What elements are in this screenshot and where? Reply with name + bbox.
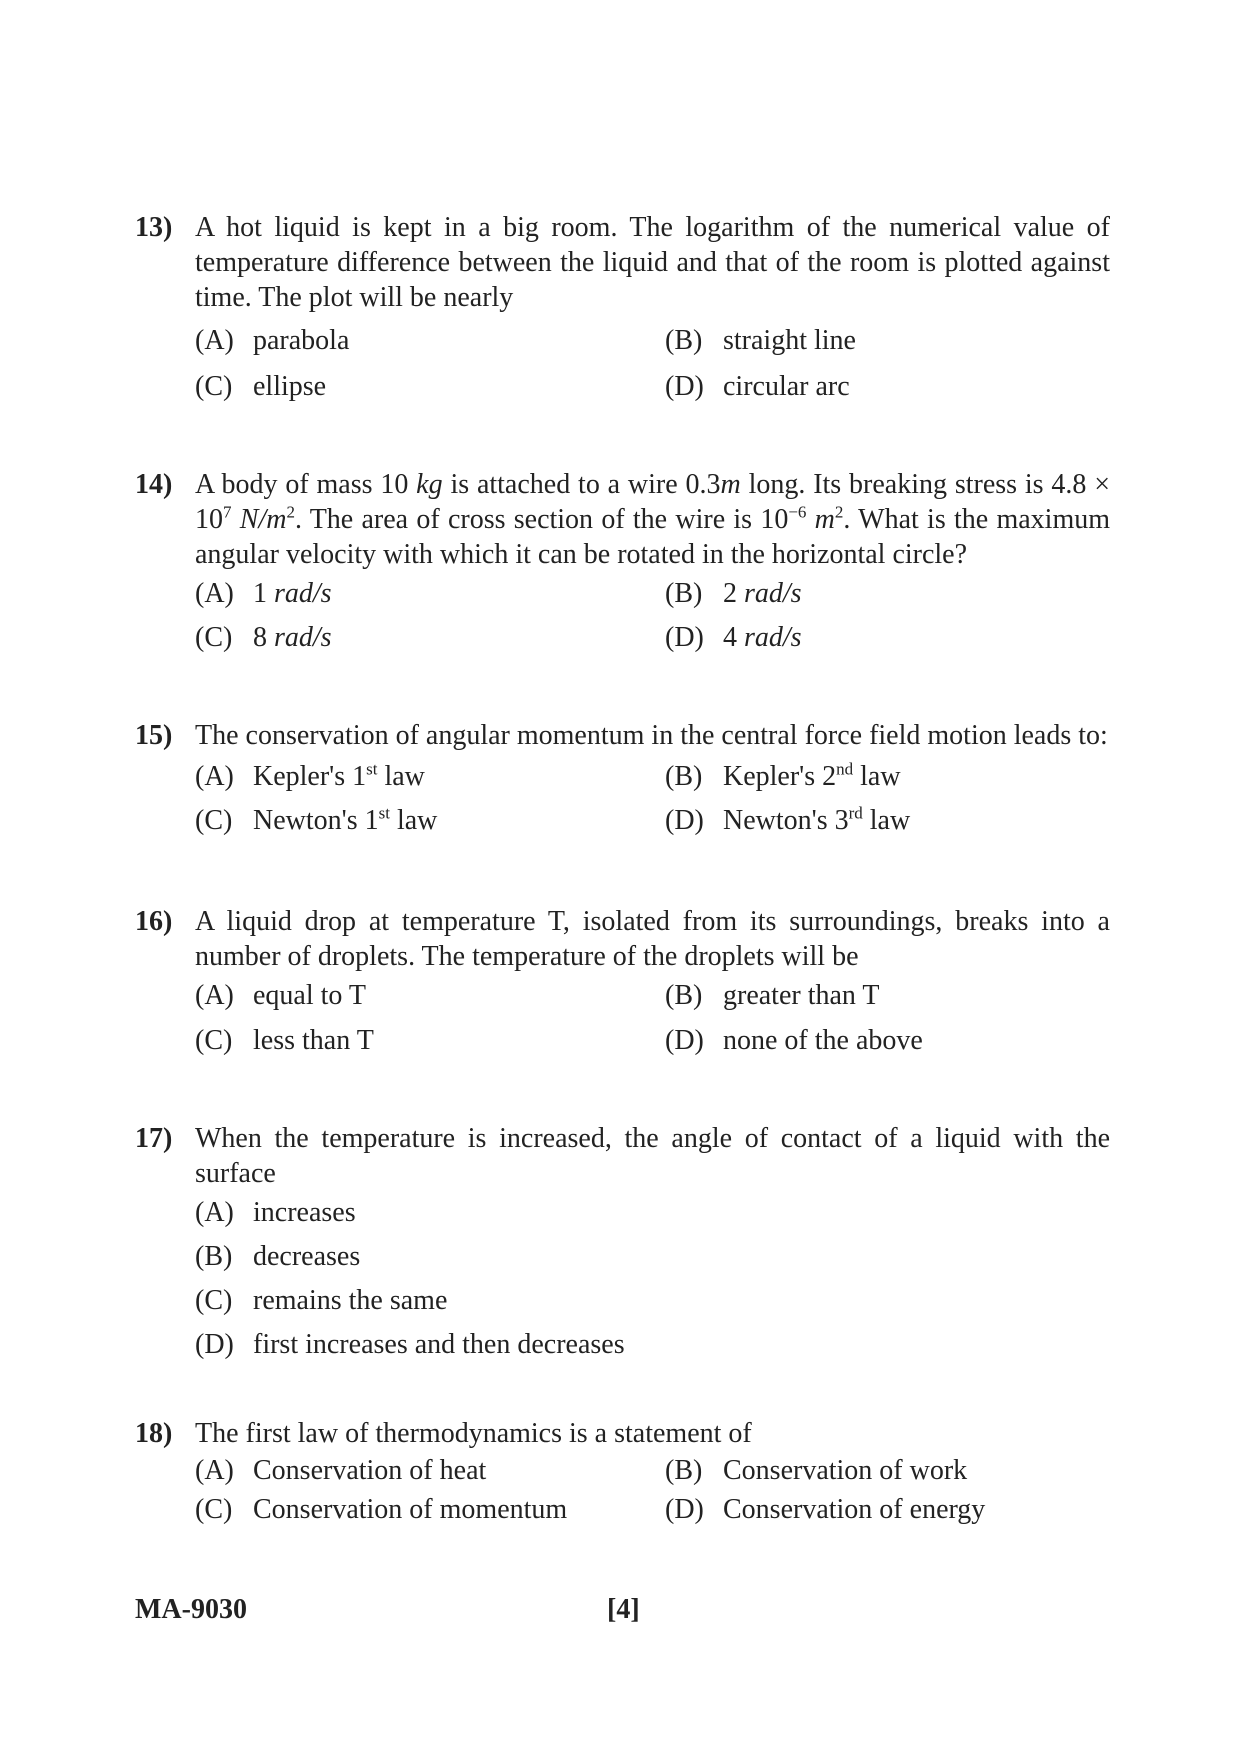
- unit-m: m: [814, 504, 835, 535]
- text-run: long. Its breaking stress is 4.8 × 10: [195, 469, 1111, 535]
- ordinal-suffix: rd: [848, 803, 863, 823]
- question-number: 17): [135, 1123, 173, 1154]
- option-a: [195, 324, 349, 358]
- option-letter: (B): [195, 1241, 233, 1272]
- option-letter: (C): [195, 622, 233, 653]
- option-letter: (D): [665, 371, 704, 402]
- option-text: law: [862, 805, 911, 836]
- option-d: [665, 621, 802, 655]
- option-a: [195, 760, 425, 794]
- option-text: greater than T: [723, 980, 880, 1011]
- option-value: 1: [253, 578, 267, 609]
- option-text: Conservation of heat: [253, 1455, 487, 1486]
- option-letter: (D): [665, 805, 704, 836]
- paper-code: MA-9030: [135, 1594, 247, 1625]
- option-letter: (A): [195, 980, 234, 1011]
- option-b: [665, 324, 856, 358]
- option-text: decreases: [253, 1241, 361, 1272]
- option-letter: (C): [195, 371, 233, 402]
- page-number: [4]: [607, 1594, 640, 1625]
- option-letter: (D): [195, 1329, 234, 1360]
- option-a: [195, 1454, 486, 1488]
- option-letter: (A): [195, 761, 234, 792]
- text-run: A body of mass 10: [195, 469, 417, 500]
- option-text: ellipse: [253, 371, 327, 402]
- option-a: [195, 577, 332, 611]
- exponent: −6: [788, 502, 807, 522]
- option-value: 4: [723, 622, 737, 653]
- option-letter: (B): [665, 578, 703, 609]
- option-unit: rad/s: [744, 578, 802, 609]
- option-letter: (C): [195, 805, 233, 836]
- text-run: . What is the maximum angular velocity with which it can be rotated in the horizontal circle?: [195, 504, 1110, 570]
- option-c: [195, 1284, 447, 1318]
- option-d: [665, 1493, 985, 1527]
- option-a: [195, 979, 366, 1013]
- exponent: 2: [286, 502, 295, 522]
- question-text: [195, 467, 1110, 572]
- option-value: 8: [253, 622, 267, 653]
- option-text: parabola: [253, 325, 350, 356]
- option-letter: (A): [195, 1455, 234, 1486]
- exponent: 2: [834, 502, 844, 522]
- option-b: [665, 577, 802, 611]
- question-text: A liquid drop at temperature T, isolated from its surroundings, breaks into a number of droplets. The temperature of the droplets will be: [195, 906, 1110, 972]
- unit-m: m: [720, 469, 741, 500]
- option-a: [195, 1196, 356, 1230]
- option-c: [195, 621, 332, 655]
- option-text: Newton's 1: [253, 805, 379, 836]
- option-text: Conservation of energy: [723, 1494, 986, 1525]
- question-text: A hot liquid is kept in a big room. The logarithm of the numerical value of temperature difference between the liquid and that of the room is plotted against time. The plot will be nearly: [195, 212, 1110, 313]
- option-letter: (B): [665, 980, 703, 1011]
- option-letter: (C): [195, 1285, 233, 1316]
- question-text: The first law of thermodynamics is a statement of: [195, 1418, 752, 1449]
- option-d: [665, 1024, 923, 1058]
- question-text: The conservation of angular momentum in the central force field motion leads to:: [195, 720, 1108, 751]
- option-text: law: [853, 761, 901, 792]
- option-text: equal to T: [253, 980, 367, 1011]
- ordinal-suffix: nd: [836, 759, 854, 779]
- option-c: [195, 370, 326, 404]
- option-letter: (C): [195, 1494, 233, 1525]
- option-text: Kepler's 1: [253, 761, 367, 792]
- option-c: [195, 804, 437, 838]
- option-letter: (D): [665, 1494, 704, 1525]
- option-text: circular arc: [723, 371, 850, 402]
- option-text: straight line: [723, 325, 856, 356]
- option-text: less than T: [253, 1025, 374, 1056]
- option-text: none of the above: [723, 1025, 923, 1056]
- option-letter: (B): [665, 325, 703, 356]
- question-text: When the temperature is increased, the angle of contact of a liquid with the surface: [195, 1123, 1110, 1189]
- option-letter: (A): [195, 325, 234, 356]
- option-b: [665, 1454, 967, 1488]
- option-text: Conservation of momentum: [253, 1494, 568, 1525]
- question-number: 14): [135, 469, 173, 500]
- option-text: Newton's 3: [723, 805, 849, 836]
- option-d: [195, 1328, 625, 1362]
- option-d: [665, 804, 910, 838]
- unit-kg: kg: [416, 469, 443, 500]
- exponent: 7: [223, 502, 232, 522]
- option-text: Kepler's 2: [723, 761, 837, 792]
- option-text: increases: [253, 1197, 356, 1228]
- text-run: . The area of cross section of the wire is 10: [294, 504, 789, 535]
- option-letter: (C): [195, 1025, 233, 1056]
- option-value: 2: [723, 578, 737, 609]
- option-unit: rad/s: [274, 622, 332, 653]
- ordinal-suffix: st: [366, 759, 378, 779]
- option-d: [665, 370, 850, 404]
- option-c: [195, 1024, 374, 1058]
- option-c: [195, 1493, 567, 1527]
- option-text: law: [377, 761, 425, 792]
- text-run: is attached to a wire 0.3: [442, 469, 721, 500]
- question-number: 15): [135, 720, 173, 751]
- question-number: 13): [135, 212, 173, 243]
- option-text: law: [389, 805, 438, 836]
- option-unit: rad/s: [274, 578, 332, 609]
- option-letter: (D): [665, 622, 704, 653]
- option-text: first increases and then decreases: [253, 1329, 625, 1360]
- text-run: [806, 504, 814, 535]
- option-letter: (D): [665, 1025, 704, 1056]
- option-letter: (A): [195, 1197, 234, 1228]
- ordinal-suffix: st: [378, 803, 390, 823]
- option-letter: (B): [665, 761, 703, 792]
- option-letter: (A): [195, 578, 234, 609]
- option-text: Conservation of work: [723, 1455, 968, 1486]
- option-b: [195, 1240, 360, 1274]
- question-number: 18): [135, 1418, 173, 1449]
- option-b: [665, 760, 901, 794]
- option-unit: rad/s: [744, 622, 802, 653]
- option-text: remains the same: [253, 1285, 448, 1316]
- text-run: [232, 504, 240, 535]
- unit-n-per-m: N/m: [239, 504, 287, 535]
- option-b: [665, 979, 880, 1013]
- question-number: 16): [135, 906, 173, 937]
- option-letter: (B): [665, 1455, 703, 1486]
